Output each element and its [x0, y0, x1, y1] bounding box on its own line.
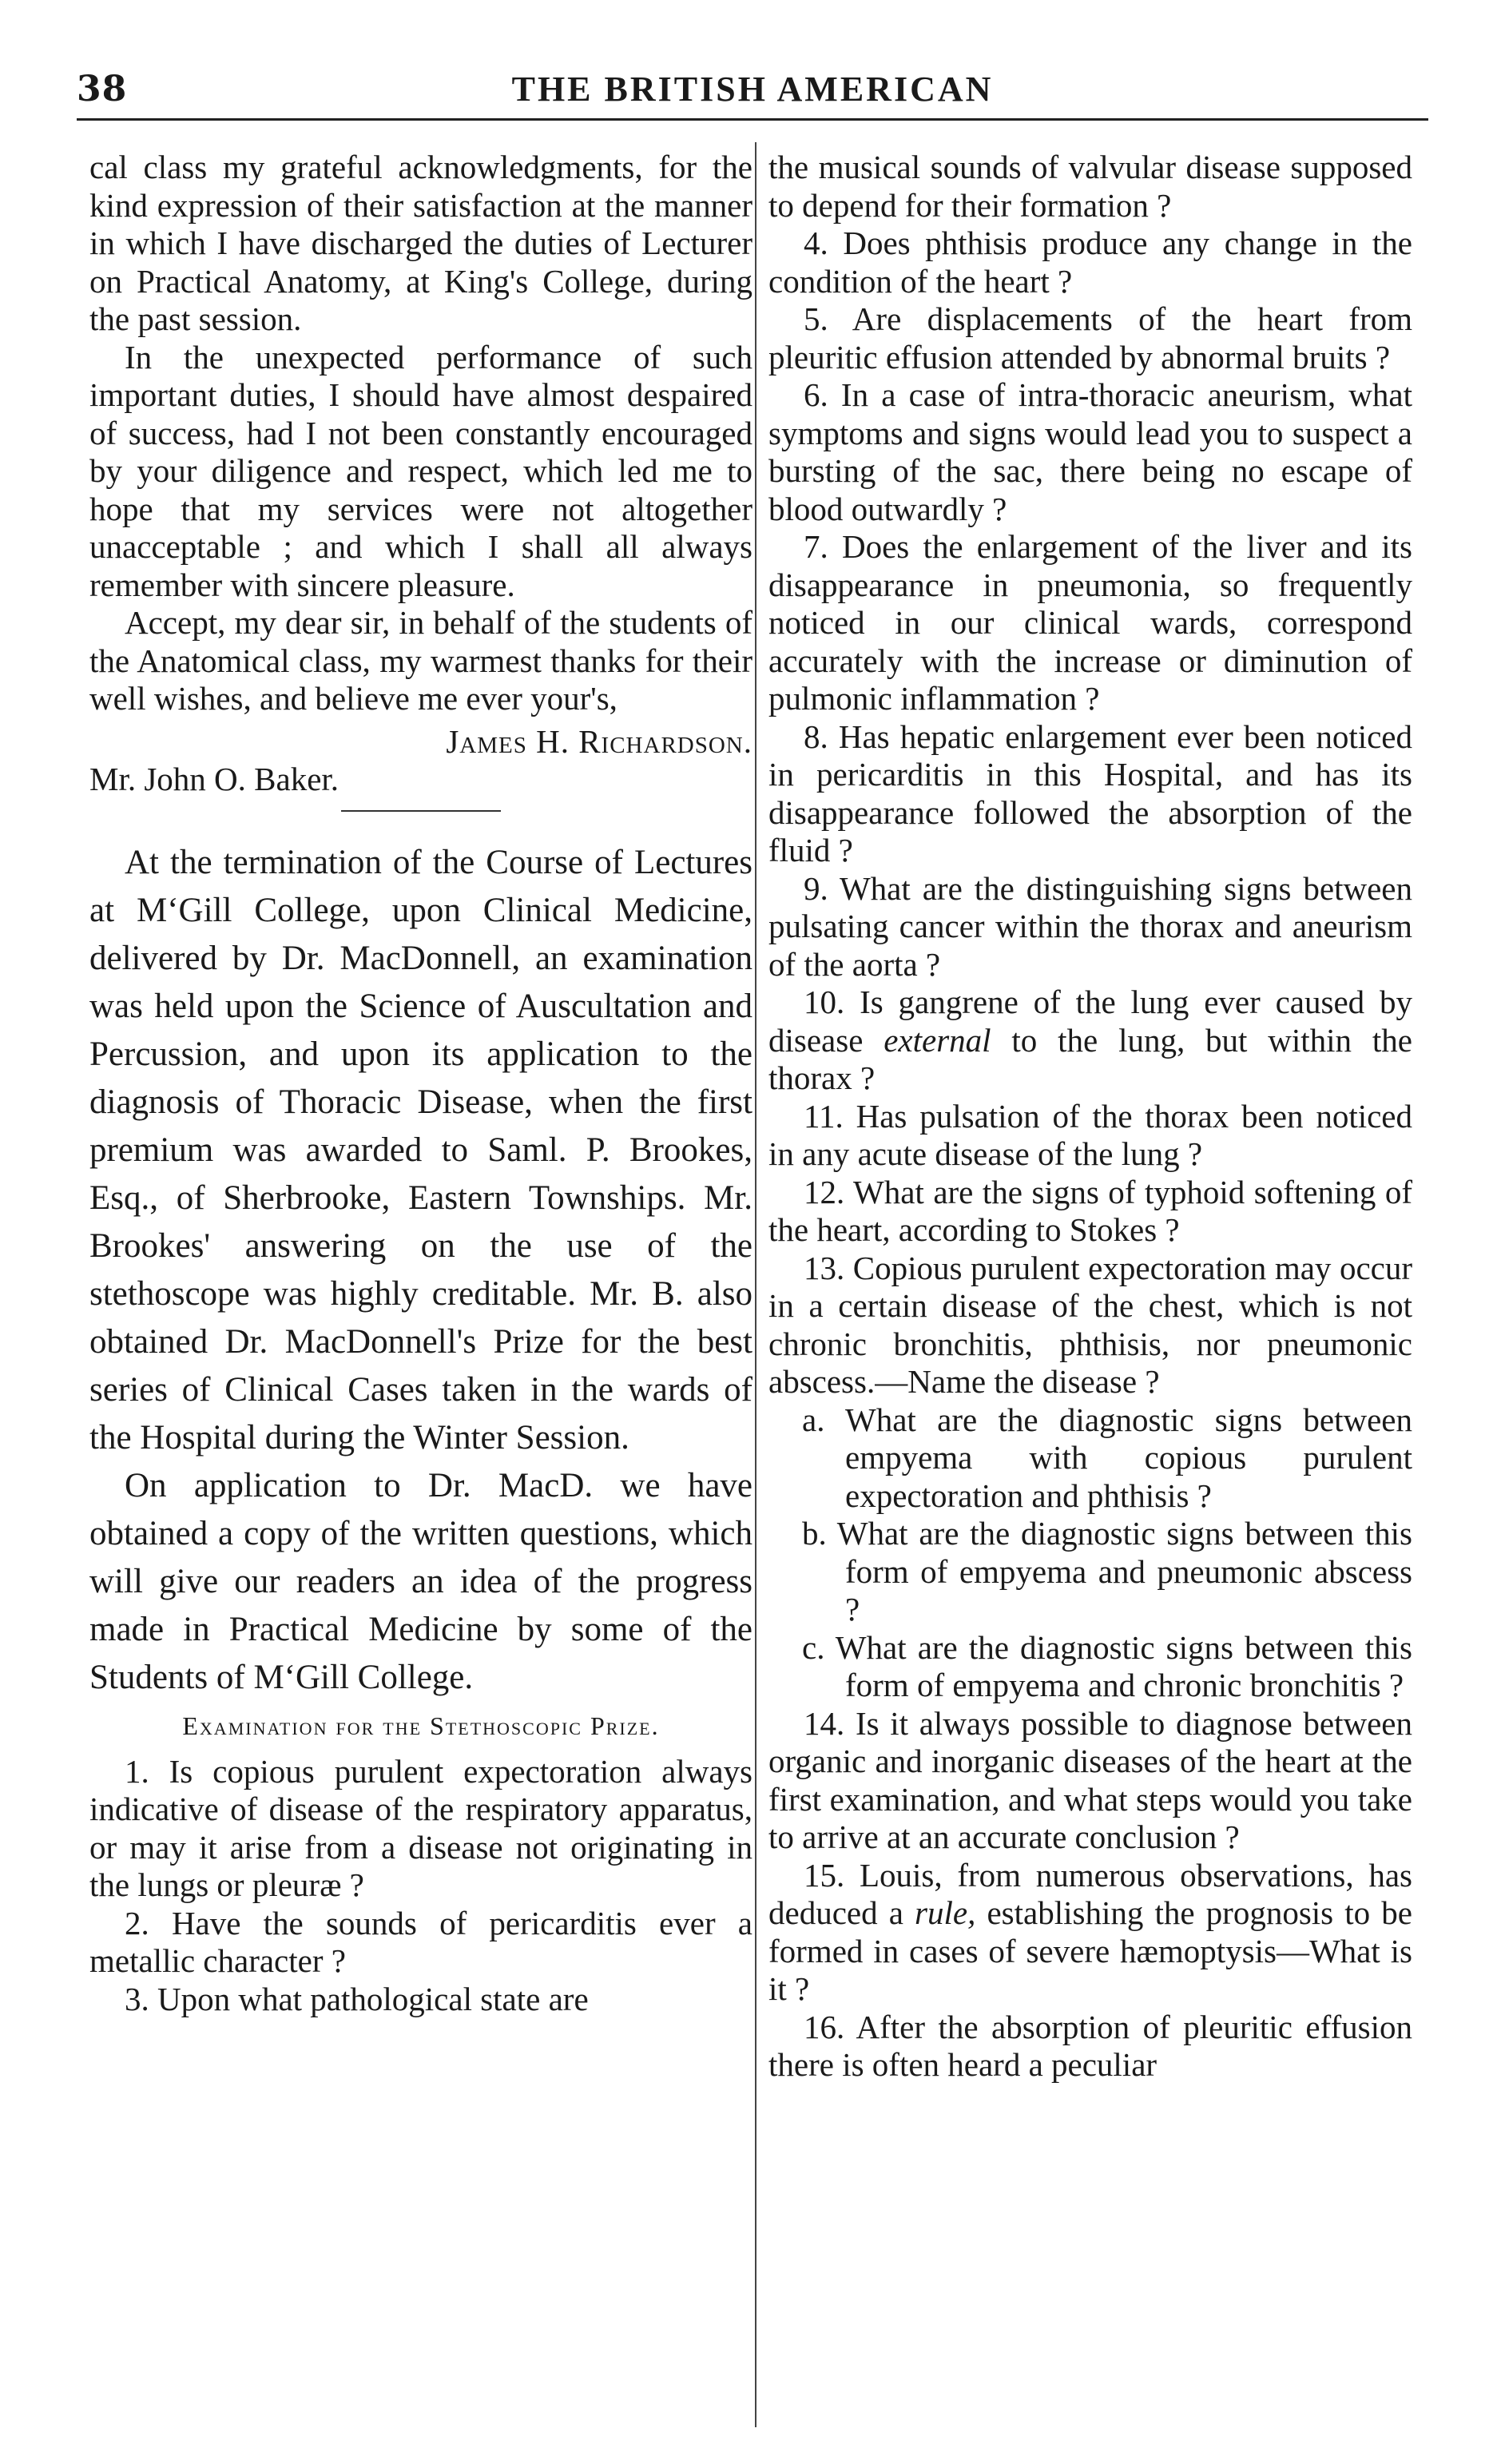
question: 16. After the absorption of pleuritic effusion there is often heard a peculiar [768, 2008, 1412, 2083]
question-continuation: the musical sounds of valvular disease supposed to depend for their formation ? [768, 149, 1412, 224]
emphasis-text: rule, [915, 1894, 976, 1931]
addressee: Mr. John O. Baker. [89, 761, 340, 797]
signature: James H. Richardson. [446, 722, 752, 760]
question [768, 1857, 1412, 2009]
question: 4. Does phthisis produce any change in the condition of the heart ? [768, 225, 1412, 300]
question: 6. In a case of intra-thoracic aneurism, what symptoms and signs would lead you to suspect a bursting of the sac, there being no escape of blood outwardly ? [768, 376, 1412, 527]
question: 13. Copious purulent expectoration may occur in a certain disease of the chest, which is not chronic bronchitis, phthisis, nor pneumonic abscess.—Name the disease ? [768, 1249, 1412, 1400]
report-paragraph: On application to Dr. MacD. we have obtained a copy of the written questions, which will give our readers an idea of the progress made in Practical Medicine by some of the Students of M‘Gill College. [89, 1466, 752, 1696]
question: 2. Have the sounds of pericarditis ever a metallic character ? [89, 1904, 752, 1979]
question: 5. Are displacements of the heart from pleuritic effusion attended by abnormal bruits ? [768, 300, 1412, 376]
question-text: establishing the prognosis to be formed in cases of severe hæmoptysis—What is it ? [768, 1894, 1412, 2007]
question: 1. Is copious purulent expectoration always indicative of disease of the respiratory apparatus, or may it arise from a disease not originating in the lungs or pleuræ ? [89, 1752, 752, 1903]
question: 14. Is it always possible to diagnose between organic and inorganic diseases of the heart at the first examination, and what steps would you take to arrive at an accurate conclusion ? [768, 1704, 1412, 1855]
question: 9. What are the distinguishing signs between pulsating cancer within the thorax and aneurism of the aorta ? [768, 869, 1412, 983]
question: 11. Has pulsation of the thorax been noticed in any acute disease of the lung ? [768, 1097, 1412, 1172]
column-divider [755, 142, 756, 2427]
question-text: to the lung, but within the thorax ? [768, 1021, 1412, 1096]
right-column [768, 149, 1412, 2084]
letter-continuation: cal class my grateful acknowledgments, for the kind expression of their satisfaction at the manner in which I have discharged the duties of Lecturer on Practical Anatomy, at King's College, during the past session. [89, 149, 752, 337]
section-separator [341, 810, 501, 812]
subquestion: c. What are the diagnostic signs between this form of empyema and chronic bronchitis ? [802, 1628, 1412, 1703]
question-text: 15. Louis, from numerous observations, has deduced a [768, 1856, 1412, 1931]
page-number: 38 [77, 69, 128, 109]
letter-paragraph: Accept, my dear sir, in behalf of the students of the Anatomical class, my warmest thanks for their well wishes, and believe me ever your's, [89, 604, 752, 717]
emphasis-text: external [884, 1021, 991, 1059]
report-paragraph: At the termination of the Course of Lectures at M‘Gill College, upon Clinical Medicine, delivered by Dr. MacDonnell, an examination was held upon the Science of Auscultation and Percussion, and upon its application to the diagnosis of Thoracic Disease, when the first premium was awarded to Saml. P. Brookes, Esq., of Sherbrooke, Eastern Townships. Mr. Brookes' answering on the use of the stethoscope was highly creditable. Mr. B. also obtained Dr. MacDonnell's Prize for the best series of Clinical Cases taken in the wards of the Hospital during the Winter Session. [89, 843, 752, 1457]
question: 12. What are the signs of typhoid softening of the heart, according to Stokes ? [768, 1173, 1412, 1248]
question: 8. Has hepatic enlargement ever been noticed in pericarditis in this Hospital, and has its disappearance followed the absorption of the fluid ? [768, 717, 1412, 868]
question: 3. Upon what pathological state are [125, 1980, 589, 2017]
exam-heading: Examination for the Stethoscopic Prize. [182, 1711, 660, 1740]
question [768, 984, 1412, 1098]
running-title: THE BRITISH AMERICAN [511, 70, 994, 109]
left-column [89, 149, 752, 2018]
question: 7. Does the enlargement of the liver and its disappearance in pneumonia, so frequently noticed in our clinical wards, correspond accurately with the increase or diminution of pulmonic inflammation ? [768, 528, 1412, 717]
page-header [77, 62, 1428, 121]
letter-paragraph: In the unexpected performance of such important duties, I should have almost despaired of success, had I not been constantly encouraged by your diligence and respect, which led me to hope that my services were not altogether unacceptable ; and which I shall all always remember with sincere pleasure. [89, 338, 752, 603]
subquestion: a. What are the diagnostic signs between empyema with copious purulent expectoration and phthisis ? [802, 1401, 1412, 1514]
question-text: 10. Is gangrene of the lung ever caused by disease [768, 984, 1412, 1059]
subquestion: b. What are the diagnostic signs between this form of empyema and pneumonic abscess ? [802, 1515, 1412, 1627]
